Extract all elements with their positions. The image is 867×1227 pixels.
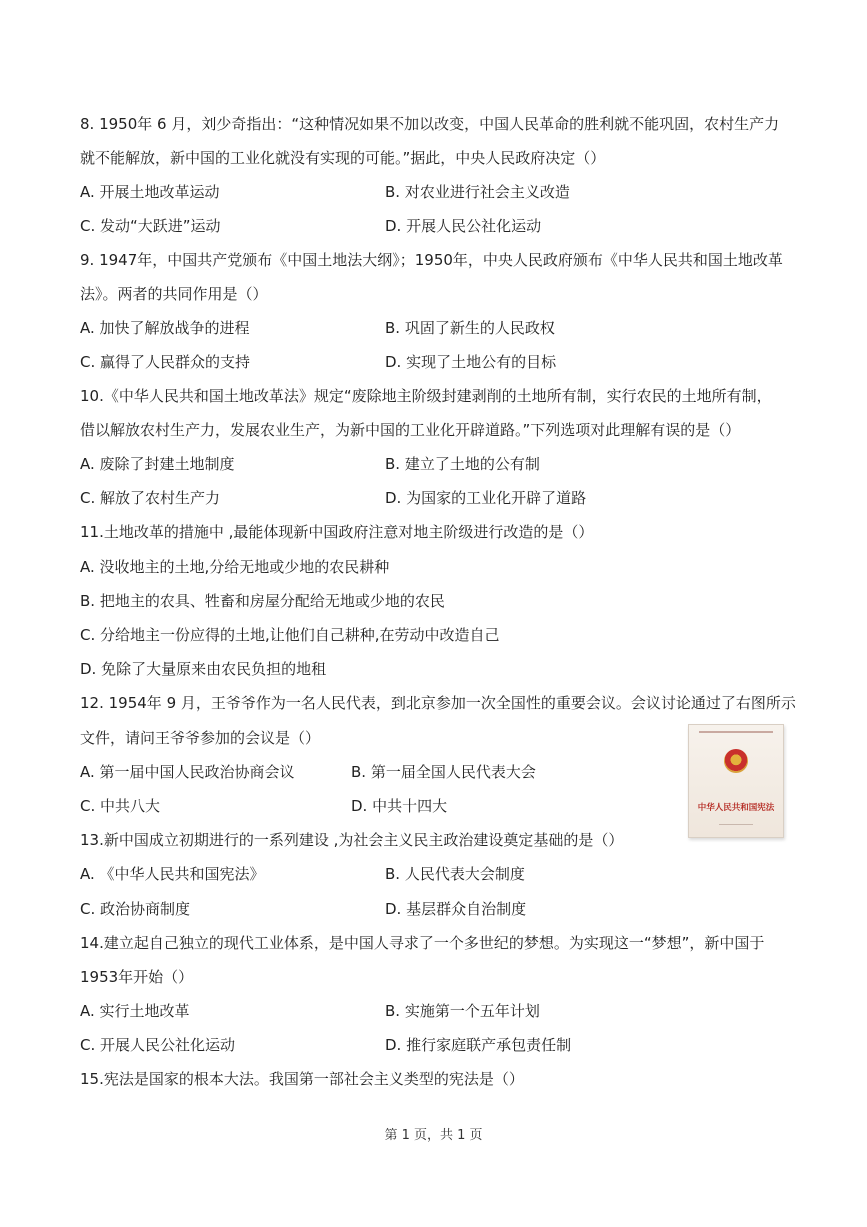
q14-option-c: C. 开展人民公社化运动 [80, 1036, 236, 1054]
q14-stem-line-1: 14.建立起自己独立的现代工业体系，是中国人寻求了一个多世纪的梦想。为实现这一“梦想”，新中国于 [80, 934, 765, 952]
q14-stem-line-2: 1953年开始（） [80, 968, 194, 986]
q10-option-b: B. 建立了土地的公有制 [385, 455, 540, 473]
q13-stem-line-1: 13.新中国成立初期进行的一系列建设 ,为社会主义民主政治建设奠定基础的是（） [80, 831, 624, 849]
q9-option-b: B. 巩固了新生的人民政权 [385, 319, 555, 337]
q11-stem-line-1: 11.土地改革的措施中 ,最能体现新中国政府注意对地主阶级进行改造的是（） [80, 523, 594, 541]
q8-option-c: C. 发动“大跃进”运动 [80, 217, 221, 235]
q8-option-b: B. 对农业进行社会主义改造 [385, 183, 570, 201]
q11-option-b: B. 把地主的农具、牲畜和房屋分配给无地或少地的农民 [80, 592, 445, 610]
q11-option-d: D. 免除了大量原来由农民负担的地租 [80, 660, 327, 678]
q10-stem-line-2: 借以解放农村生产力，发展农业生产，为新中国的工业化开辟道路。”下列选项对此理解有误的是（） [80, 421, 741, 439]
q9-option-c: C. 赢得了人民群众的支持 [80, 353, 251, 371]
q14-option-b: B. 实施第一个五年计划 [385, 1002, 540, 1020]
q12-stem-line-1: 12. 1954年 9 月，王爷爷作为一名人民代表，到北京参加一次全国性的重要会议。会议讨论通过了右图所示 [80, 694, 796, 712]
constitution-booklet-image [688, 724, 784, 838]
q8-stem-line-2: 就不能解放，新中国的工业化就没有实现的可能。”据此，中央人民政府决定（） [80, 149, 606, 167]
q10-option-c: C. 解放了农村生产力 [80, 489, 221, 507]
q10-option-a: A. 废除了封建土地制度 [80, 455, 235, 473]
q8-stem-line-1: 8. 1950年 6 月，刘少奇指出：“这种情况如果不加以改变，中国人民革命的胜利就不能巩固，农村生产力 [80, 115, 780, 133]
q8-option-d: D. 开展人民公社化运动 [385, 217, 542, 235]
q14-option-d: D. 推行家庭联产承包责任制 [385, 1036, 572, 1054]
national-emblem-icon [724, 749, 748, 773]
q8-option-a: A. 开展土地改革运动 [80, 183, 220, 201]
booklet-title: 中华人民共和国宪法 [697, 803, 775, 813]
q9-option-d: D. 实现了土地公有的目标 [385, 353, 557, 371]
q12-option-c: C. 中共八大 [80, 797, 161, 815]
q11-option-a: A. 没收地主的土地,分给无地或少地的农民耕种 [80, 558, 390, 576]
q12-option-b: B. 第一届全国人民代表大会 [351, 763, 536, 781]
q9-stem-line-1: 9. 1947年，中国共产党颁布《中国土地法大纲》；1950年，中央人民政府颁布《中华人民共和国土地改革 [80, 251, 783, 269]
q10-stem-line-1: 10.《中华人民共和国土地改革法》规定“废除地主阶级封建剥削的土地所有制，实行农民的土地所有制， [80, 387, 772, 405]
q13-option-a: A. 《中华人民共和国宪法》 [80, 865, 265, 883]
q9-option-a: A. 加快了解放战争的进程 [80, 319, 250, 337]
q14-option-a: A. 实行土地改革 [80, 1002, 190, 1020]
booklet-header-rule [699, 731, 773, 733]
q13-option-b: B. 人民代表大会制度 [385, 865, 525, 883]
q12-option-d: D. 中共十四大 [351, 797, 448, 815]
q15-stem-line-1: 15.宪法是国家的根本大法。我国第一部社会主义类型的宪法是（） [80, 1070, 524, 1088]
q12-option-a: A. 第一届中国人民政治协商会议 [80, 763, 295, 781]
q12-stem-line-2: 文件，请问王爷爷参加的会议是（） [80, 729, 321, 747]
booklet-footer-rule [719, 824, 753, 825]
q13-option-c: C. 政治协商制度 [80, 900, 191, 918]
q11-option-c: C. 分给地主一份应得的土地,让他们自己耕种,在劳动中改造自己 [80, 626, 500, 644]
q10-option-d: D. 为国家的工业化开辟了道路 [385, 489, 587, 507]
q13-option-d: D. 基层群众自治制度 [385, 900, 527, 918]
q9-stem-line-2: 法》。两者的共同作用是（） [80, 285, 268, 303]
page-footer: 第 1 页，共 1 页 [384, 1128, 483, 1143]
